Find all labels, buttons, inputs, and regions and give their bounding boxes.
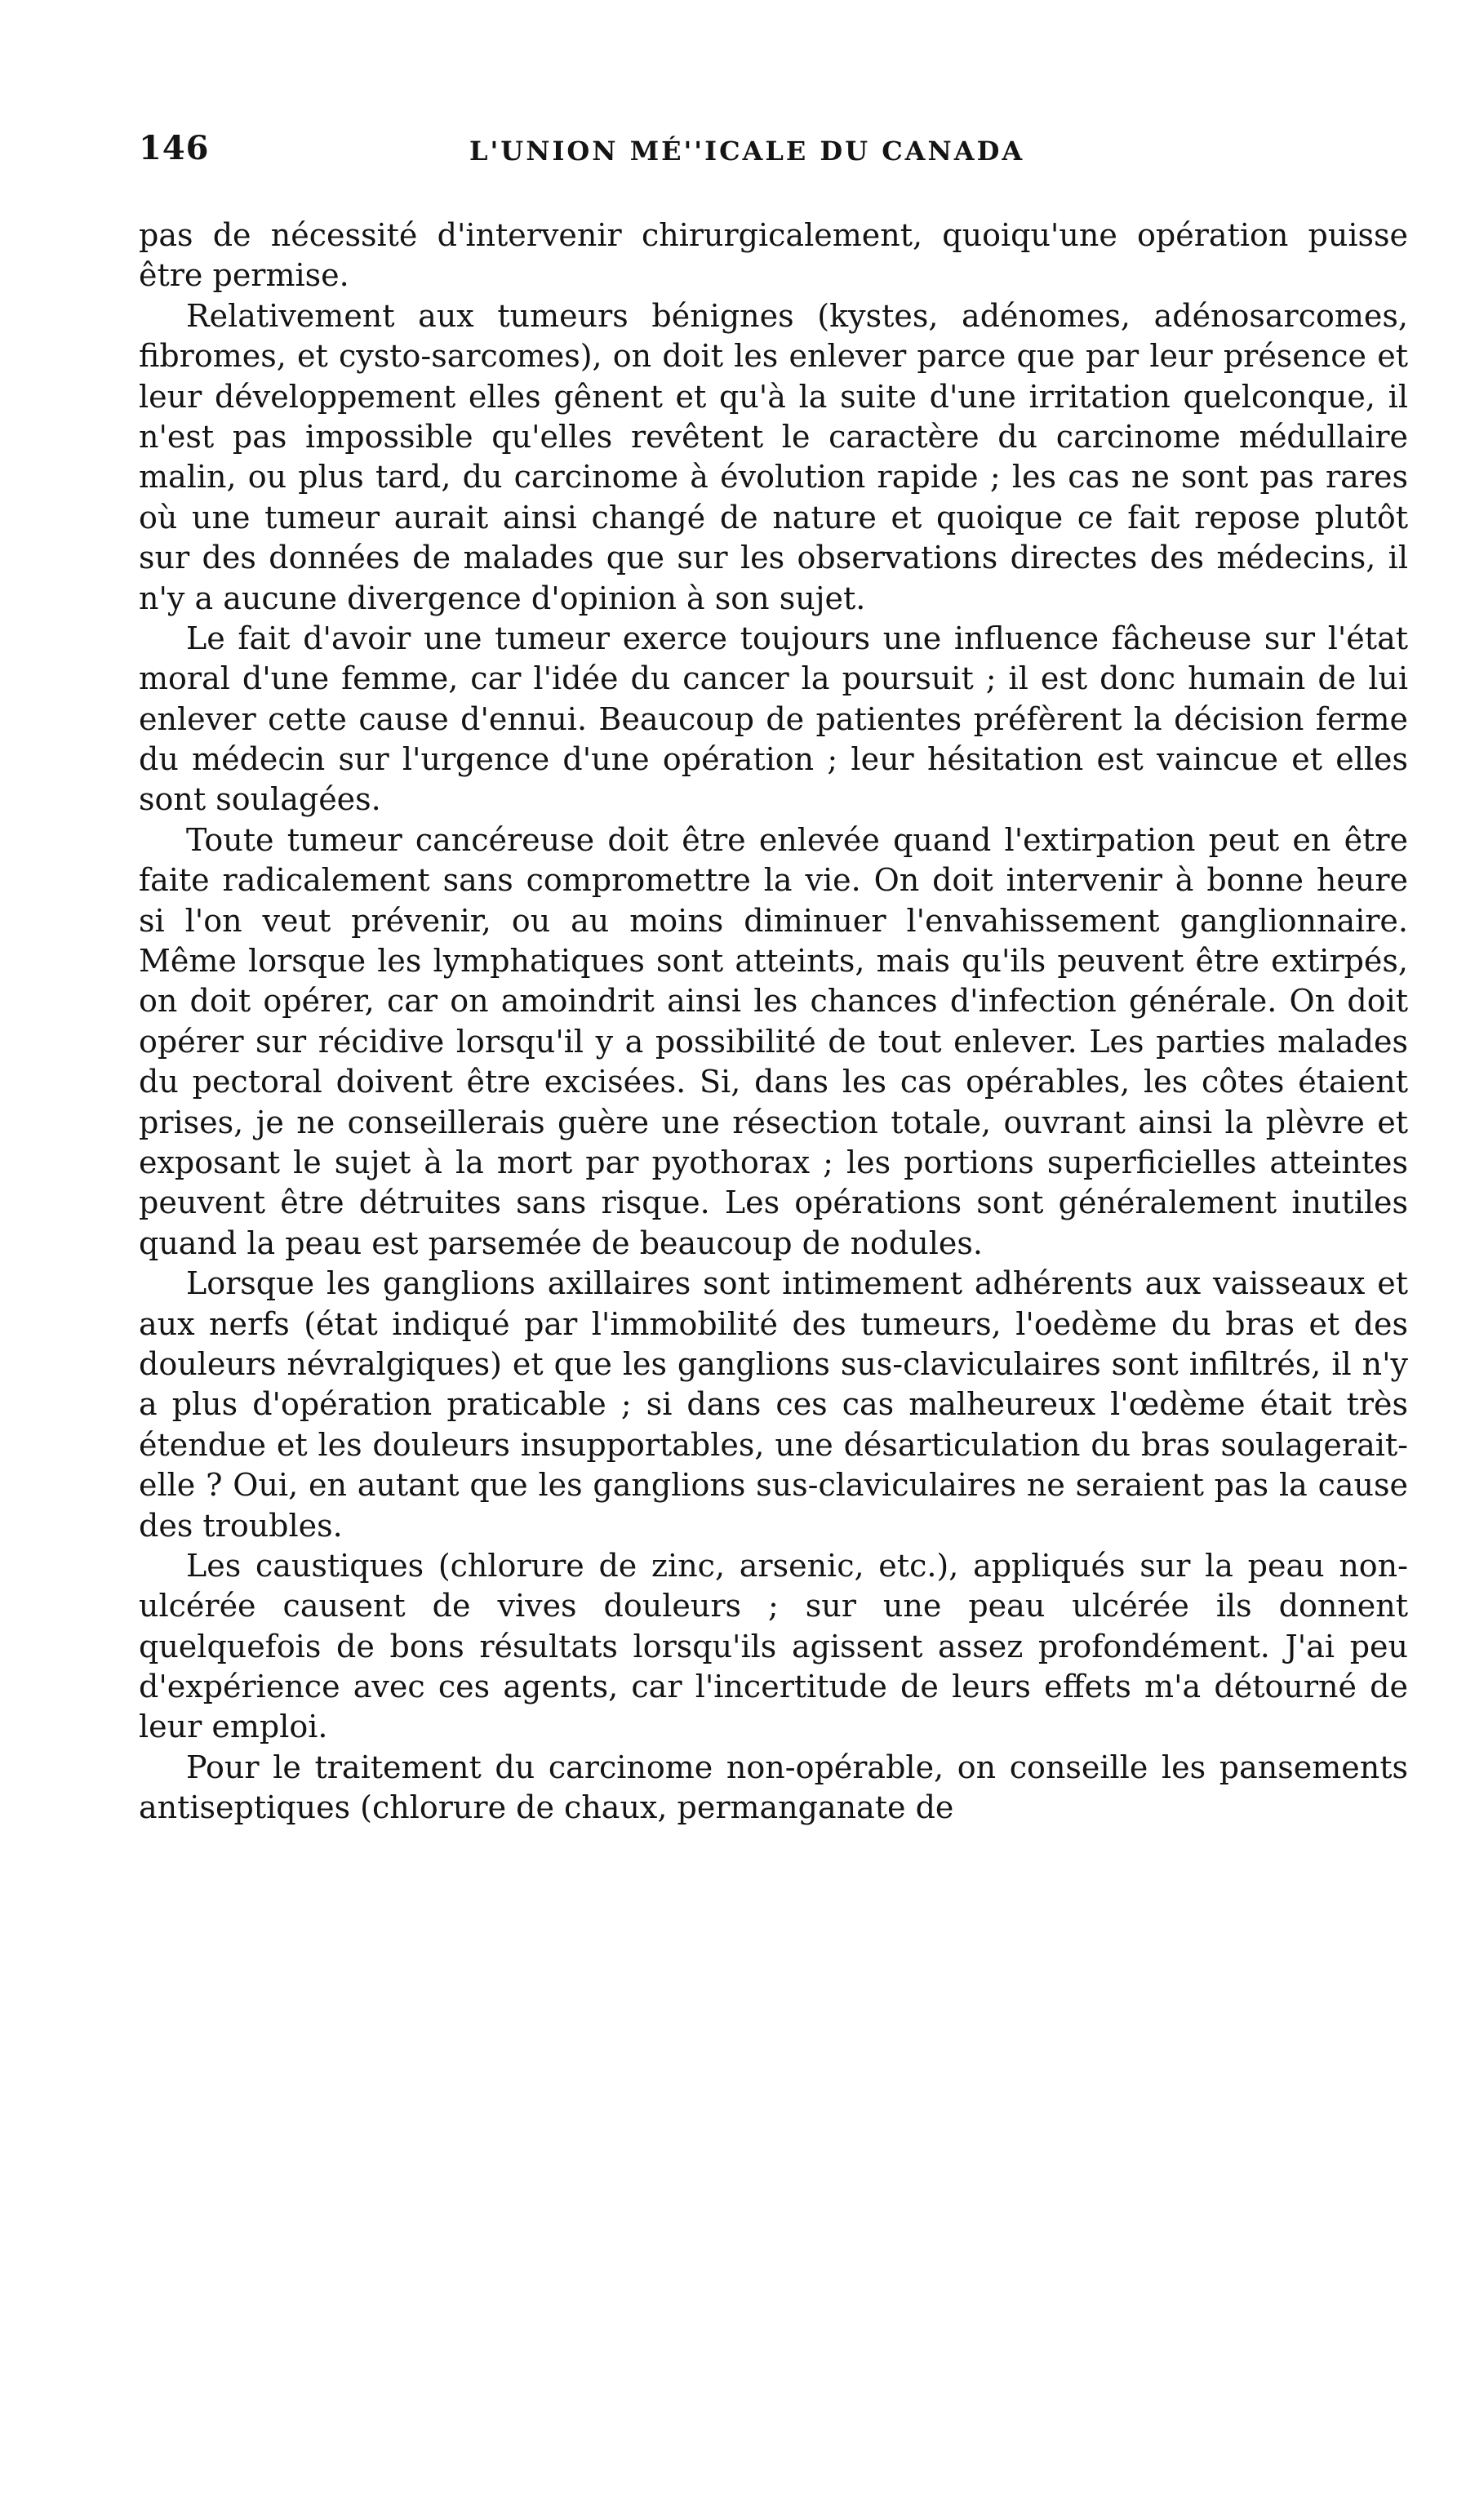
paragraph-1: pas de nécessité d'intervenir chirurgicalement, quoiqu'une opération puisse être permise. [139,217,1408,294]
paragraph-3: Le fait d'avoir une tumeur exerce toujours une influence fâcheuse sur l'état moral d'une femme, car l'idée du cancer la poursuit ; il est donc humain de lui enlever cette cause d'ennui. Beaucoup de patientes préfèrent la décision ferme du médecin sur l'urgence d'une opération ; leur hésitation est vaincue et elles sont soulagées. [139,620,1408,818]
body-text [139,216,1408,1829]
page-header [139,129,1412,186]
paragraph-5: Lorsque les ganglions axillaires sont intimement adhérents aux vaisseaux et aux nerfs (état indiqué par l'immobilité des tumeurs, l'oedème du bras et des douleurs névralgiques) et que les ganglions sus-claviculaires sont infiltrés, il n'y a plus d'opération praticable ; si dans ces cas malheureux l'œdème était très étendue et les douleurs insupportables, une désarticulation du bras soulagerait-elle ? Oui, en autant que les ganglions sus-claviculaires ne seraient pas la cause des troubles. [139,1265,1408,1544]
running-title: L'UNION MÉ''ICALE DU CANADA [469,136,1025,167]
paragraph-4: Toute tumeur cancéreuse doit être enlevée quand l'extirpation peut en être faite radicalement sans compromettre la vie. On doit intervenir à bonne heure si l'on veut prévenir, ou au moins diminuer l'envahissement ganglionnaire. Même lorsque les lymphatiques sont atteints, mais qu'ils peuvent être extirpés, on doit opérer, car on amoindrit ainsi les chances d'infection générale. On doit opérer sur récidive lorsqu'il y a possibilité de tout enlever. Les parties malades du pectoral doivent être excisées. Si, dans les cas opérables, les côtes étaient prises, je ne conseillerais guère une résection totale, ouvrant ainsi la plèvre et exposant le sujet à la mort par pyothorax ; les portions superficielles atteintes peuvent être détruites sans risque. Les opérations sont généralement inutiles quand la peau est parsemée de beaucoup de nodules. [139,821,1408,1261]
paragraph-7: Pour le traitement du carcinome non-opérable, on conseille les pansements antiseptiques (chlorure de chaux, permanganate de [139,1749,1408,1826]
paragraph-2: Relativement aux tumeurs bénignes (kystes, adénomes, adénosarcomes, fibromes, et cysto-sarcomes), on doit les enlever parce que par leur présence et leur développement elles gênent et qu'à la suite d'une irritation quelconque, il n'est pas impossible qu'elles revêtent le caractère du carcinome médullaire malin, ou plus tard, du carcinome à évolution rapide ; les cas ne sont pas rares où une tumeur aurait ainsi changé de nature et quoique ce fait repose plutôt sur des données de malades que sur les observations directes des médecins, il n'y a aucune divergence d'opinion à son sujet. [139,297,1408,616]
page-number: 146 [139,129,210,167]
paragraph-6: Les caustiques (chlorure de zinc, arsenic, etc.), appliqués sur la peau non-ulcérée causent de vives douleurs ; sur une peau ulcérée ils donnent quelquefois de bons résultats lorsqu'ils agissent assez profondément. J'ai peu d'expérience avec ces agents, car l'incertitude de leurs effets m'a détourné de leur emploi. [139,1547,1408,1745]
